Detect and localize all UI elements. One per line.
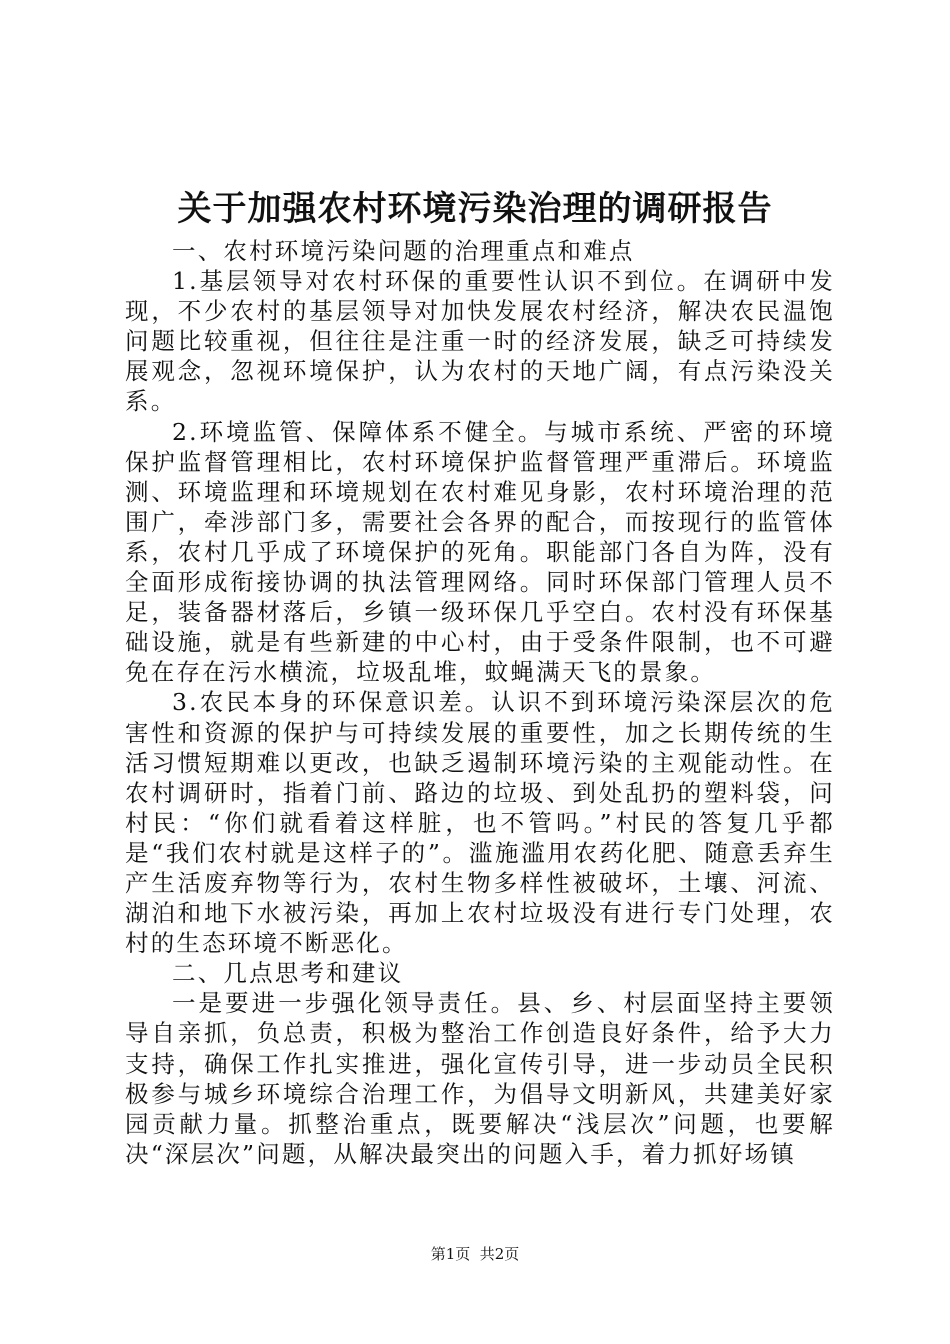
paragraph-3: 3.农民本身的环保意识差。认识不到环境污染深层次的危害性和资源的保护与可持续发展的重要性，加之长期传统的生活习惯短期难以更改，也缺乏遏制环境污染的主观能动性。在农村调研时，指着门前、路边的垃圾、到处乱扔的塑料袋，问村民：“你们就看着这样脏，也不管吗。”村民的答复几乎都是“我们农村就是这样子的”。滥施滥用农药化肥、随意丢弃生产生活废弃物等行为，农村生物多样性被破坏，土壤、河流、湖泊和地下水被污染，再加上农村垃圾没有进行专门处理，农村的生态环境不断恶化。 <box>125 688 835 958</box>
page-number: 第1页 共2页 <box>430 1245 520 1263</box>
document-title: 关于加强农村环境污染治理的调研报告 <box>177 189 773 229</box>
section-heading-1: 一、农村环境污染问题的治理重点和难点 <box>172 237 635 265</box>
paragraph-2: 2.环境监管、保障体系不健全。与城市系统、严密的环境保护监督管理相比，农村环境保护监督管理严重滞后。环境监测、环境监理和环境规划在农村难见身影，农村环境治理的范围广，牵涉部门多，需要社会各界的配合，而按现行的监管体系，农村几乎成了环境保护的死角。职能部门各自为阵，没有全面形成衔接协调的执法管理网络。同时环保部门管理人员不足，装备器材落后，乡镇一级环保几乎空白。农村没有环保基础设施，就是有些新建的中心村，由于受条件限制，也不可避免在存在污水横流，垃圾乱堆，蚊蝇满天飞的景象。 <box>125 417 835 687</box>
section-heading-2: 二、几点思考和建议 <box>172 959 404 988</box>
document-body <box>125 236 835 1169</box>
paragraph-4: 一是要进一步强化领导责任。县、乡、村层面坚持主要领导自亲抓，负总责，积极为整治工作创造良好条件，给予大力支持，确保工作扎实推进，强化宣传引导，进一步动员全民积极参与城乡环境综合治理工作，为倡导文明新风，共建美好家园贡献力量。抓整治重点，既要解决“浅层次”问题，也要解决“深层次”问题，从解决最突出的问题入手，着力抓好场镇 <box>125 989 835 1168</box>
paragraph-1: 1.基层领导对农村环保的重要性认识不到位。在调研中发现，不少农村的基层领导对加快发展农村经济，解决农民温饱问题比较重视，但往往是注重一时的经济发展，缺乏可持续发展观念，忽视环境保护，认为农村的天地广阔，有点污染没关系。 <box>125 267 835 416</box>
page-footer <box>0 1244 950 1264</box>
